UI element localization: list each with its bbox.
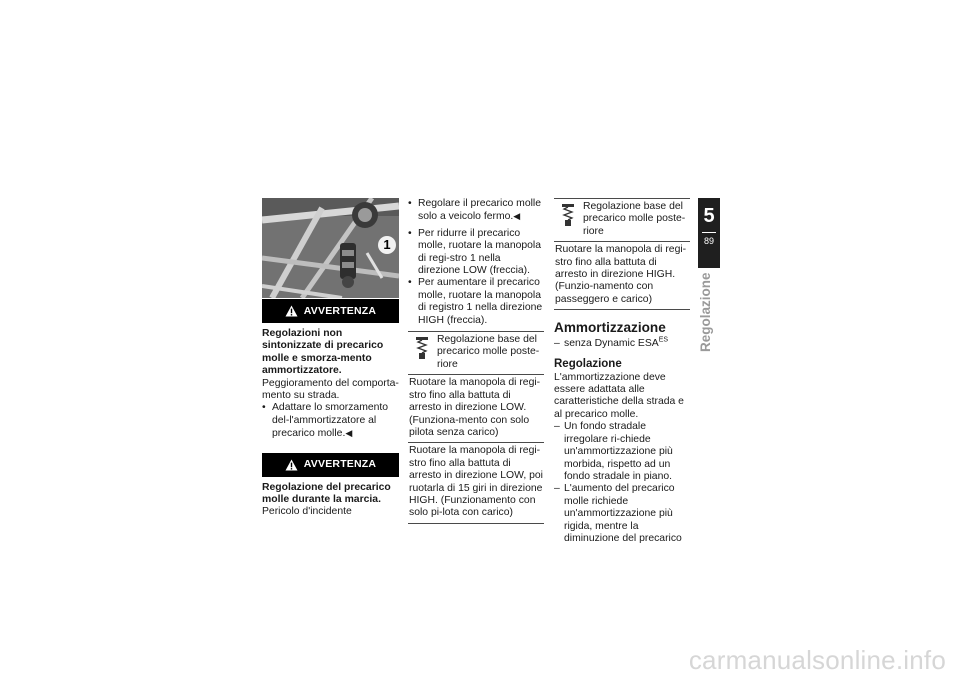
column-right — [554, 198, 690, 545]
table-header — [554, 199, 690, 241]
list-item-text: Regolare il precarico molle solo a veicolo fermo. — [418, 198, 542, 223]
list-item — [262, 402, 399, 440]
suspension-photo — [262, 198, 399, 298]
warning-title: Regolazione del precarico molle durante la marcia. — [262, 481, 391, 506]
table-row: Ruotare la manopola di regi-stro fino alla battuta di arresto in direzione LOW, poi ruotarla di 15 giri in direzione HIGH. (Funzionamento con solo pi-lota con carico) — [408, 442, 544, 522]
intro-paragraph: L'ammortizzazione deve essere adattata alle caratteristiche della strada e al precarico molle. — [554, 371, 684, 420]
list-item — [408, 198, 544, 224]
spring-preload-icon — [413, 336, 431, 360]
warning-title: Regolazioni non sintonizzate di precarico molle e smorza-mento ammortizzatore. — [262, 328, 384, 377]
warning-text: Pericolo d'incidente — [262, 506, 352, 518]
list-item-text: L'aumento del precarico molle richiede un'ammortizzazione più rigida, mentre la diminuzione del precarico — [564, 483, 682, 544]
list-item — [408, 277, 544, 327]
warning-triangle-icon — [285, 305, 298, 317]
variant-list — [554, 338, 690, 350]
list-item-text: Un fondo stradale irregolare ri-chiede un'ammortizzazione più morbida, rispetto ad un fondo stradale in piano. — [564, 421, 673, 482]
chapter-side-title — [694, 272, 722, 352]
column-left — [262, 198, 399, 519]
list-item — [554, 421, 690, 483]
subsection-title: Regolazione — [554, 357, 622, 370]
warning-banner-1 — [262, 299, 399, 323]
table-row: Ruotare la manopola di regi-stro fino alla battuta di arresto in direzione HIGH. (Funzio-namento con passeggero e carico) — [554, 241, 690, 309]
warning-label: AVVERTENZA — [303, 458, 377, 471]
warning-banner-2 — [262, 453, 399, 477]
callout-marker: 1 — [378, 236, 396, 254]
section-title: Ammortizzazione — [554, 320, 666, 336]
page-number: 89 — [703, 236, 714, 246]
warning-triangle-icon — [285, 459, 298, 471]
spring-preload-icon — [559, 203, 577, 227]
settings-table — [554, 198, 690, 310]
list-item — [554, 338, 690, 350]
table-header-text: Regolazione base del precarico molle poste-riore — [583, 201, 686, 237]
table-header-text: Regolazione base del precarico molle poste-riore — [437, 334, 540, 370]
variant-text: senza Dynamic ESA — [564, 338, 659, 350]
variant-superscript: ES — [658, 336, 669, 344]
warning-label: AVVERTENZA — [303, 304, 377, 317]
chapter-number: 5 — [703, 205, 715, 227]
end-marker-icon: ◀ — [513, 211, 521, 222]
chapter-tab — [698, 198, 720, 268]
table-row: Ruotare la manopola di regi-stro fino alla battuta di arresto in direzione LOW. (Funziona-mento con solo pilota senza carico) — [408, 374, 544, 442]
end-marker-icon: ◀ — [345, 428, 353, 439]
list-item — [408, 228, 544, 278]
instruction-list — [408, 198, 544, 327]
warning-text: Peggioramento del comporta-mento su strada. — [262, 377, 399, 402]
list-item-text: Per aumentare il precarico molle, ruotare la manopola di registro 1 nella direzione HIGH (freccia). — [418, 277, 543, 326]
chapter-divider — [702, 232, 716, 233]
list-item-text: Per ridurre il precarico molle, ruotare la manopola di regi-stro 1 nella direzione LOW (freccia). — [418, 227, 542, 277]
table-header — [408, 332, 544, 374]
settings-table — [408, 331, 544, 524]
warning-bullets — [262, 402, 399, 440]
list-item — [554, 483, 690, 545]
explanation-list — [554, 421, 690, 545]
column-middle — [408, 198, 544, 524]
chapter-title: Regolazione — [698, 272, 713, 352]
list-item-text: Adattare lo smorzamento del-l'ammortizzatore al precarico molle. — [272, 402, 389, 440]
watermark: carmanualsonline.info — [688, 645, 946, 675]
